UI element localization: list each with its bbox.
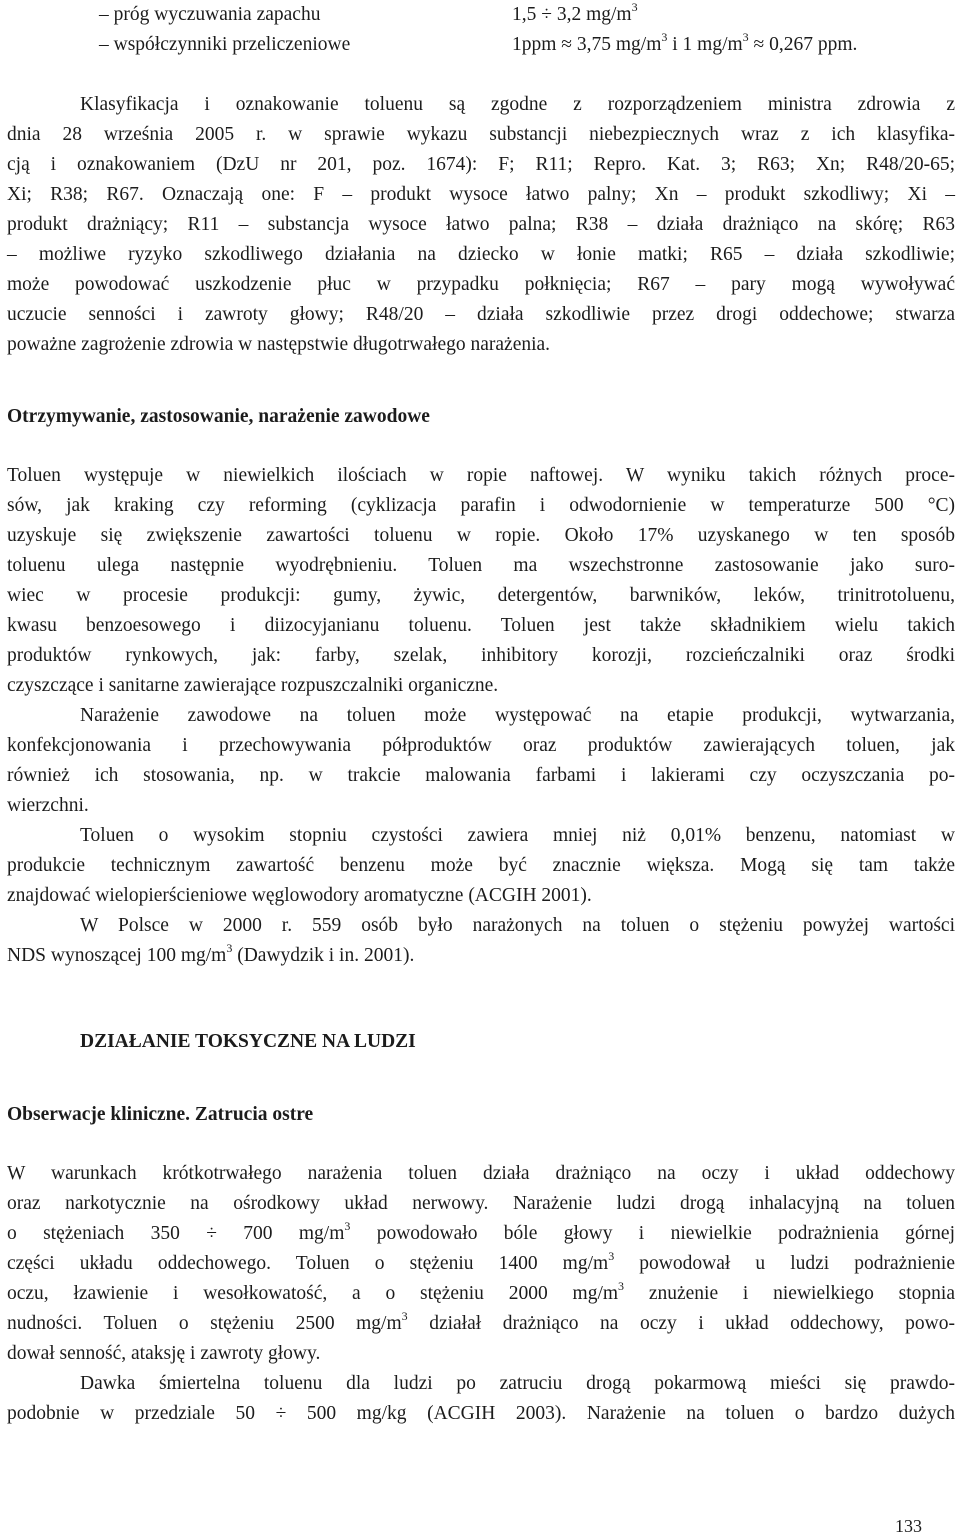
paragraph-line: poważne zagrożenie zdrowia w następstwie długotrwałego narażenia. <box>7 334 551 355</box>
chapter-heading: DZIAŁANIE TOKSYCZNE NA LUDZI <box>80 1031 416 1052</box>
paragraph-line: wierzchni. <box>7 795 89 816</box>
paragraph-line: o stężeniach 350 ÷ 700 $mg/m^3$ powodowało bóle głowy i niewielkie podrażnienia górnej <box>7 1218 955 1244</box>
param-label: – współczynniki przeliczeniowe <box>99 34 351 55</box>
subsection-heading: Obserwacje kliniczne. Zatrucia ostre <box>7 1104 314 1125</box>
paragraph-line: Toluen występuje w niewielkich ilościach w ropie naftowej. W wyniku takich różnych proce- <box>7 465 955 486</box>
param-value: 1,5 ÷ 3,2 $mg/m^3$ <box>512 0 638 25</box>
paragraph-line: znajdować wielopierścieniowe węglowodory aromatyczne (ACGIH 2001). <box>7 885 592 906</box>
paragraph-line: podobnie w przedziale 50 ÷ 500 mg/kg (ACGIH 2003). Narażenie na toluen o bardzo dużych <box>7 1403 955 1424</box>
paragraph-line: Klasyfikacja i oznakowanie toluenu są zgodne z rozporządzeniem ministra zdrowia z <box>80 94 955 115</box>
paragraph-line: nudności. Toluen o stężeniu 2500 $mg/m^3$ działał drażniąco na oczy i układ oddechowy, powo- <box>7 1308 955 1334</box>
paragraph-line: dnia 28 września 2005 r. w sprawie wykazu substancji niebezpiecznych wraz z ich klasyfika- <box>7 124 955 145</box>
paragraph-line: może powodować uszkodzenie płuc w przypadku połknięcia; R67 – pary mogą wywoływać <box>7 274 955 295</box>
paragraph-line: również ich stosowania, np. w trakcie malowania farbami i lakierami czy oczyszczania po- <box>7 765 955 786</box>
paragraph-line: W warunkach krótkotrwałego narażenia toluen działa drażniąco na oczy i układ oddechowy <box>7 1163 955 1184</box>
paragraph-line: konfekcjonowania i przechowywania półproduktów oraz produktów zawierających toluen, jak <box>7 735 955 756</box>
paragraph-line: Toluen o wysokim stopniu czystości zawiera mniej niż 0,01% benzenu, natomiast w <box>80 825 955 846</box>
page-number: 133 <box>895 1516 922 1536</box>
paragraph-line: Narażenie zawodowe na toluen może występować na etapie produkcji, wytwarzania, <box>80 705 955 726</box>
paragraph-line: W Polsce w 2000 r. 559 osób było narażonych na toluen o stężeniu powyżej wartości <box>80 915 955 936</box>
section-heading: Otrzymywanie, zastosowanie, narażenie zawodowe <box>7 406 430 427</box>
paragraph-line: Dawka śmiertelna toluenu dla ludzi po zatruciu drogą pokarmową mieści się prawdo- <box>80 1373 955 1394</box>
paragraph-line: produktów rynkowych, jak: farby, szelak, inhibitory korozji, rozcieńczalniki oraz środki <box>7 645 955 666</box>
paragraph-line: produkcie technicznym zawartość benzenu może być znacznie większa. Mogą się tam także <box>7 855 955 876</box>
paragraph-line: uzyskuje się zwiększenie zawartości toluenu w ropie. Około 17% uzyskanego w ten sposób <box>7 525 955 546</box>
paragraph-line: cją i oznakowaniem (DzU nr 201, poz. 1674): F; R11; Repro. Kat. 3; R63; Xn; R48/20-65; <box>7 154 955 175</box>
paragraph-line: wiec w procesie produkcji: gumy, żywic, detergentów, barwników, leków, trinitrotoluenu, <box>7 585 955 606</box>
param-row <box>7 29 955 59</box>
paragraph-line: czyszczące i sanitarne zawierające rozpuszczalniki organiczne. <box>7 675 499 696</box>
param-label: – próg wyczuwania zapachu <box>99 4 321 25</box>
param-value: 1ppm ≈ 3,75 $mg/m^3$ i 1 $mg/m^3 \approx 0,267$ ppm. <box>512 29 858 55</box>
param-row <box>7 0 955 29</box>
paragraph-line: części układu oddechowego. Toluen o stężeniu 1400 $mg/m^3$ powodował u ludzi podrażnienie <box>7 1248 955 1274</box>
paragraph-line: – możliwe ryzyko szkodliwego działania na dziecko w łonie matki; R65 – działa szkodliwie; <box>7 244 955 265</box>
paragraph-line: uczucie senności i zawroty głowy; R48/20 – działa szkodliwie przez drogi oddechowe; stwarza <box>7 304 955 325</box>
paragraph-line: kwasu benzoesowego i diizocyjanianu toluenu. Toluen jest także składnikiem wielu takich <box>7 615 955 636</box>
paragraph-line: produkt drażniący; R11 – substancja wysoce łatwo palna; R38 – działa drażniąco na skórę; R63 <box>7 214 955 235</box>
paragraph-line: toluenu ulega następnie wyodrębnieniu. Toluen ma wszechstronne zastosowanie jako suro- <box>7 555 955 576</box>
paragraph-line: NDS wynoszącej 100 $mg/m^3$ (Dawydzik i in. 2001). <box>7 940 415 966</box>
paragraph-line: Xi; R38; R67. Oznaczają one: F – produkt wysoce łatwo palny; Xn – produkt szkodliwy; Xi – <box>7 184 955 205</box>
paragraph-line: sów, jak kraking czy reforming (cyklizacja parafin i odwodornienie w temperaturze 500 °C) <box>7 495 955 516</box>
paragraph-line: oczu, łzawienie i wesołkowatość, a o stężeniu 2000 $mg/m^3$ znużenie i niewielkiego stopnia <box>7 1278 955 1304</box>
paragraph-line: dował senność, ataksję i zawroty głowy. <box>7 1343 321 1364</box>
paragraph-line: oraz narkotycznie na ośrodkowy układ nerwowy. Narażenie ludzi drogą inhalacyjną na toluen <box>7 1193 955 1214</box>
